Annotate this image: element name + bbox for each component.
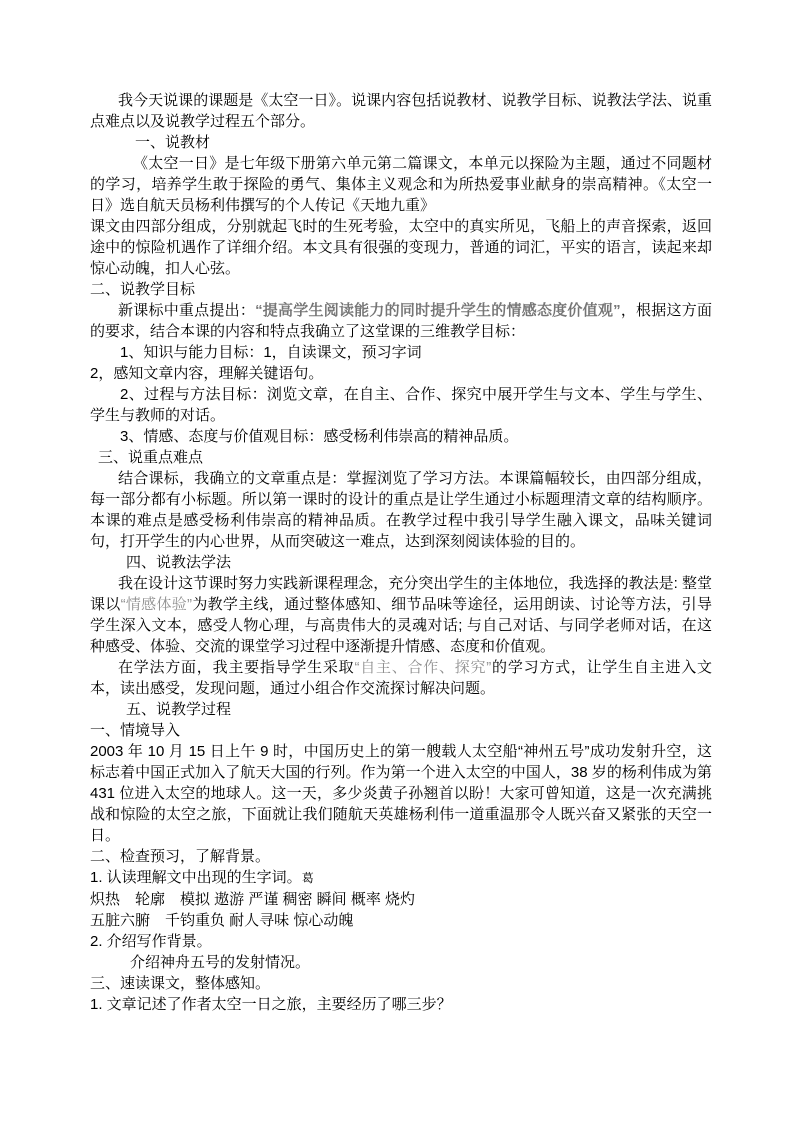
objective-emotion (90, 426, 712, 447)
text-segment: 二、检查预习，了解背景。 (90, 848, 271, 865)
section-5-heading (90, 699, 712, 720)
text-segment: 新课标中重点提出： (118, 302, 256, 319)
process-step-3-heading (90, 973, 712, 994)
text-segment: 2. 介绍写作背景。 (90, 933, 212, 950)
section-3-para-1 (90, 468, 712, 552)
text-segment: “情感体验” (120, 596, 193, 613)
process-step-2-item-2 (90, 931, 712, 952)
text-segment: “提高学生阅读能力的同时提升学生的情感态度价值观” (255, 302, 621, 319)
text-segment: 1. 文章记述了作者太空一日之旅，主要经历了哪三步？ (90, 996, 452, 1013)
text-segment: “自主、合作、探究” (354, 659, 492, 676)
objective-knowledge (90, 342, 712, 363)
text-segment: 一、说教材 (135, 134, 211, 151)
objective-knowledge-cont (90, 363, 712, 384)
section-1-para-1 (90, 153, 712, 216)
section-4-heading (90, 552, 712, 573)
text-segment: 2，感知文章内容，理解关键语句。 (90, 365, 324, 382)
text-segment: ，根据这方面的要求，结合本课的内容和特点我确立了这堂课的三维教学目标： (90, 302, 712, 340)
text-segment: 3、情感、态度与价值观目标：感受杨利伟崇高的精神品质。 (120, 428, 519, 445)
text-segment: 我在设计这节课时努力实践新课程理念，充分突出学生的主体地位，我选择的教法是: 整堂课以 (90, 575, 712, 613)
process-step-1-para (90, 741, 712, 846)
process-step-2-item-2-detail (90, 952, 712, 973)
text-segment: 五、说教学过程 (126, 701, 232, 718)
text-segment: 2、过程与方法目标：浏览文章，在自主、合作、探究中展开学生与文本、学生与学生、学生与教师的对话。 (90, 386, 712, 424)
text-segment: 介绍神舟五号的发射情况。 (130, 954, 311, 971)
section-1-para-2 (90, 216, 712, 279)
process-step-1-heading (90, 720, 712, 741)
text-segment: 2003 年 10 月 15 日上午 9 时，中国历史上的第一艘载人太空船“神州五号”成功发射升空，这标志着中国正式加入了航天大国的行列。作为第一个进入太空的中国人，38 岁的杨利伟成为第 431 位进入太空的地球人。这一天，多少炎黄子孙翘首以盼！大家可曾知道，这是一次充满挑战和惊险的太空之旅，下面就让我们随航天英雄杨利伟一道重温那令人既兴奋又紧张的天空一日。 (90, 743, 712, 844)
text-segment: 三、速读课文，整体感知。 (90, 975, 271, 992)
text-segment: 的学习方式，让学生自主进入文本，读出感受，发现问题，通过小组合作交流探讨解决问题。 (90, 659, 712, 697)
text-segment: 四、说教法学法 (126, 554, 232, 571)
process-step-3-question-1 (90, 994, 712, 1015)
section-4-para-1 (90, 573, 712, 657)
vocab-line-2 (90, 910, 712, 931)
process-step-2-item-1 (90, 867, 712, 889)
section-3-heading (90, 447, 712, 468)
intro (90, 90, 712, 132)
text-segment: 1、知识与能力目标：1，自读课文，预习字词 (120, 344, 422, 361)
objective-process (90, 384, 712, 426)
text-segment: 在学法方面，我主要指导学生采取 (118, 659, 355, 676)
text-segment: 五脏六腑 千钧重负 耐人寻味 惊心动魄 (90, 912, 354, 929)
section-2-para-1 (90, 300, 712, 342)
text-segment: 《太空一日》是七年级下册第六单元第二篇课文，本单元以探险为主题，通过不同题材的学习，培养学生敢于探险的勇气、集体主义观念和为所热爱事业献身的崇高精神。《太空一日》选自航天员杨利伟撰写的个人传记《天地九重》 (90, 155, 712, 214)
text-segment: 葛 (301, 871, 314, 885)
process-step-2-heading (90, 846, 712, 867)
vocab-line-1 (90, 889, 712, 910)
text-segment: 炽热 轮廓 模拟 遨游 严谨 稠密 瞬间 概率 烧灼 (90, 891, 416, 908)
text-segment: 我今天说课的课题是《太空一日》。说课内容包括说教材、说教学目标、说教法学法、说重点难点以及说教学过程五个部分。 (90, 92, 712, 130)
section-4-para-2 (90, 657, 712, 699)
section-2-heading (90, 279, 712, 300)
text-segment: 结合课标，我确立的文章重点是：掌握浏览了学习方法。本课篇幅较长，由四部分组成，每一部分都有小标题。所以第一课时的设计的重点是让学生通过小标题理清文章的结构顺序。本课的难点是感受杨利伟崇高的精神品质。在教学过程中我引导学生融入课文，品味关键词句，打开学生的内心世界，从而突破这一难点，达到深刻阅读体验的目的。 (90, 470, 712, 550)
text-segment: 为教学主线，通过整体感知、细节品味等途径，运用朗读、讨论等方法，引导学生深入文本，感受人物心理，与高贵伟大的灵魂对话; 与自己对话、与同学老师对话，在这种感受、体验、交流的课堂学习过程中逐渐提升情感、态度和价值观。 (90, 596, 712, 655)
section-1-heading (90, 132, 712, 153)
text-segment: 三、说重点难点 (98, 449, 204, 466)
text-segment: 课文由四部分组成，分别就起飞时的生死考验，太空中的真实所见，飞船上的声音探索，返回途中的惊险机遇作了详细介绍。本文具有很强的变现力，普通的词汇，平实的语言，读起来却惊心动魄，扣人心弦。 (90, 218, 712, 277)
text-segment: 一、情境导入 (90, 722, 181, 739)
text-segment: 二、说教学目标 (90, 281, 196, 298)
text-segment: 1. 认读理解文中出现的生字词。 (90, 869, 302, 886)
document-body (90, 90, 712, 1015)
